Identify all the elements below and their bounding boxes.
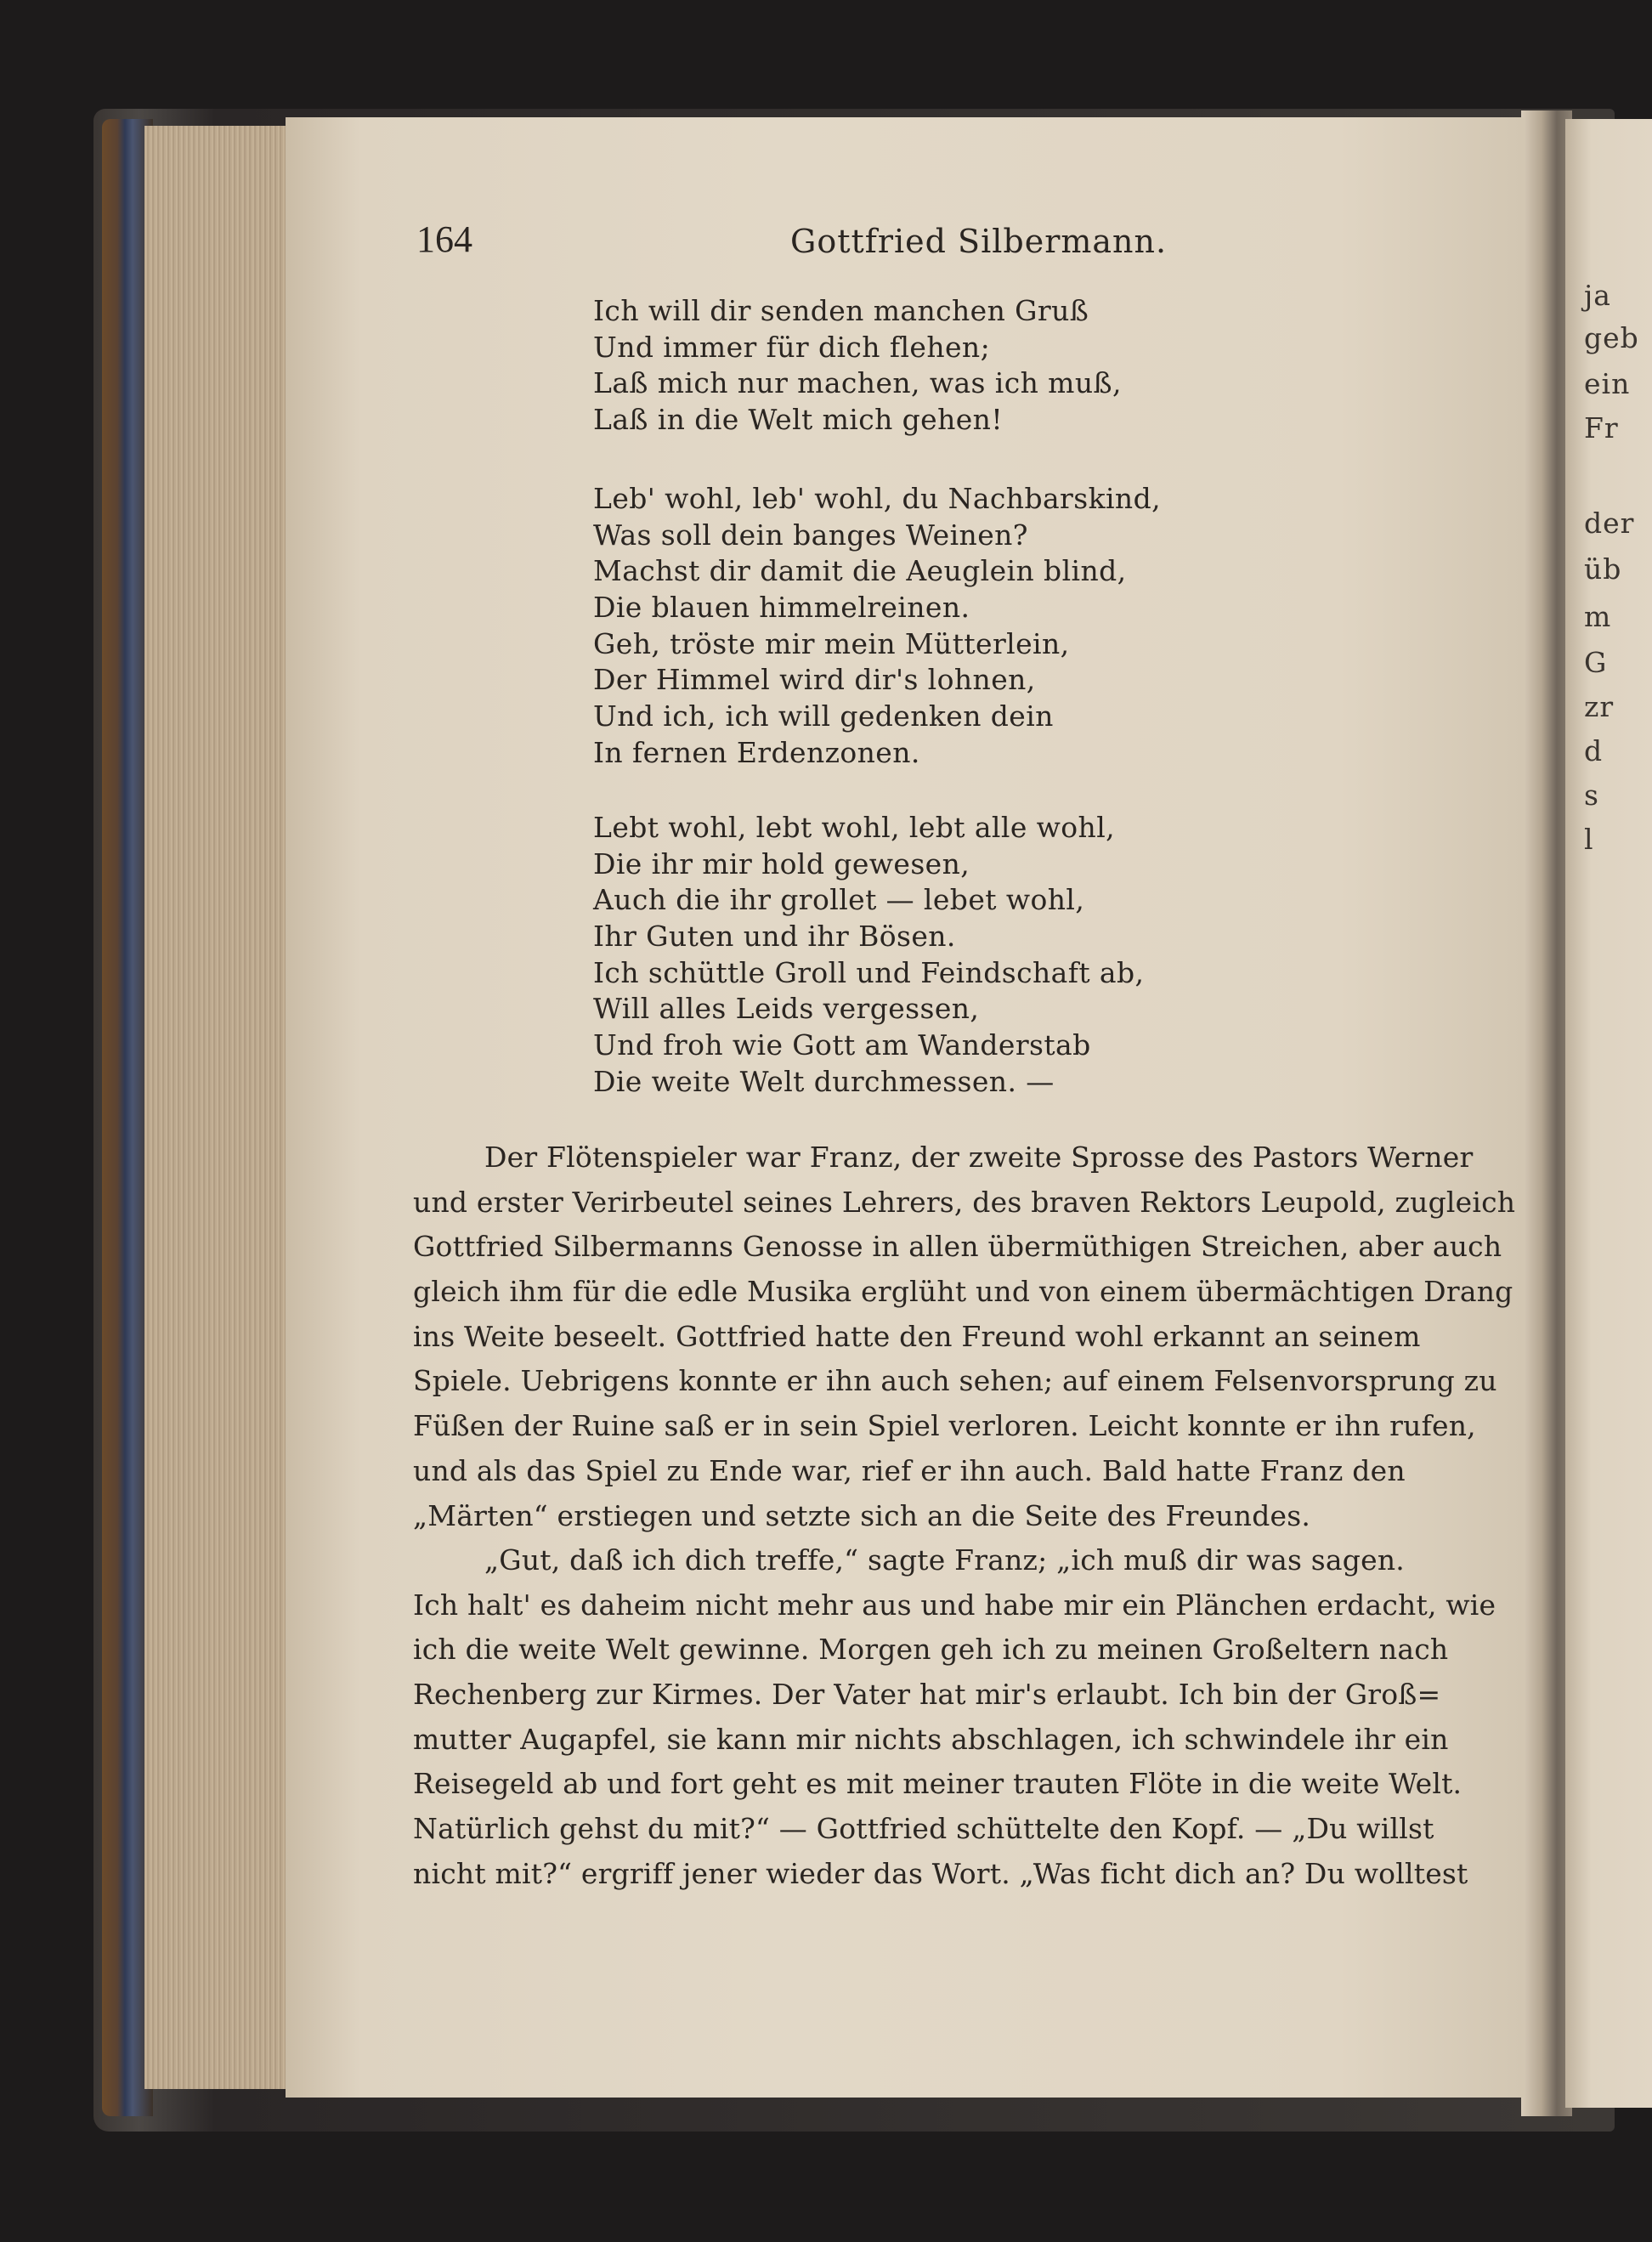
prose-line: Füßen der Ruine saß er in sein Spiel verloren. Leicht konnte er ihn rufen, [413,1409,1476,1443]
poem-line: Ich schüttle Groll und Feindschaft ab, [593,955,1145,989]
page-number: 164 [416,218,472,260]
poem-line: Die weite Welt durchmessen. — [593,1064,1055,1098]
poem-line: Machst dir damit die Aeuglein blind, [593,554,1127,588]
book-gutter [1521,110,1572,2116]
poem-line: Leb' wohl, leb' wohl, du Nachbarskind, [593,482,1161,515]
adjacent-page-fragment: ja [1584,279,1611,312]
prose-line: mutter Augapfel, sie kann mir nichts abschlagen, ich schwindele ihr ein [413,1722,1449,1756]
prose-paragraph-2 [413,1538,1496,1897]
prose-line: „Märten“ erstiegen und setzte sich an die Seite des Freundes. [413,1498,1311,1532]
adjacent-page-fragment: zr [1584,690,1615,723]
prose-line: Spiele. Uebrigens konnte er ihn auch sehen; auf einem Felsenvorsprung zu [413,1364,1497,1398]
poem-line: Will alles Leids vergessen, [593,992,980,1026]
adjacent-page-fragment: Fr [1584,411,1619,444]
poem-line: Ich will dir senden manchen Gruß [593,294,1089,327]
poem-line: Die blauen himmelreinen. [593,591,970,625]
poem-line: Was soll dein banges Weinen? [593,518,1028,552]
poem-line: Und froh wie Gott am Wanderstab [593,1028,1091,1062]
adjacent-page-fragment: s [1584,778,1599,812]
adjacent-page-fragment: ein [1584,367,1631,400]
poem-line: Laß in die Welt mich gehen! [593,403,1004,437]
poem-line: Geh, tröste mir mein Mütterlein, [593,626,1070,660]
adjacent-page-fragment: G [1584,646,1608,679]
prose-line: und als das Spiel zu Ende war, rief er ihn auch. Bald hatte Franz den [413,1453,1406,1487]
prose-line: und erster Verirbeutel seines Lehrers, des braven Rektors Leupold, zugleich [413,1185,1516,1219]
running-head: Gottfried Silbermann. [790,223,1168,260]
page-edges [144,126,289,2089]
adjacent-page-fragment: der [1584,507,1635,540]
prose-line: ins Weite beseelt. Gottfried hatte den Freund wohl erkannt an seinem [413,1319,1421,1353]
adjacent-page-fragment: üb [1584,552,1622,586]
adjacent-page-fragment: m [1584,600,1612,633]
prose-line: nicht mit?“ ergriff jener wieder das Wort. „Was ficht dich an? Du wolltest [413,1856,1468,1890]
poem-line: Und ich, ich will gedenken dein [593,699,1054,733]
prose-paragraph-1 [413,1135,1516,1538]
poem-line: Und immer für dich flehen; [593,330,991,364]
prose-line: Ich halt' es daheim nicht mehr aus und habe mir ein Plänchen erdacht, wie [413,1588,1496,1622]
poem-line: Lebt wohl, lebt wohl, lebt alle wohl, [593,811,1116,844]
adjacent-page-fragment: l [1584,823,1594,856]
poem-stanza-2 [593,481,1161,772]
right-page-edge [1565,119,1652,2108]
prose-line: gleich ihm für die edle Musika erglüht und von einem übermächtigen Drang [413,1275,1513,1309]
poem-line: Ihr Guten und ihr Bösen. [593,920,956,954]
prose-line: Reisegeld ab und fort geht es mit meiner trauten Flöte in die weite Welt. [413,1767,1462,1801]
poem-line: In fernen Erdenzonen. [593,735,920,769]
poem-stanza-1 [593,293,1122,439]
prose-line: Der Flötenspieler war Franz, der zweite Sprosse des Pastors Werner [484,1141,1474,1174]
prose-line: Rechenberg zur Kirmes. Der Vater hat mir's erlaubt. Ich bin der Groß= [413,1678,1441,1712]
prose-line: Natürlich gehst du mit?“ — Gottfried schüttelte den Kopf. — „Du willst [413,1812,1434,1846]
poem-line: Laß mich nur machen, was ich muß, [593,366,1122,400]
prose-line: „Gut, daß ich dich treffe,“ sagte Franz; „ich muß dir was sagen. [484,1543,1405,1577]
poem-line: Der Himmel wird dir's lohnen, [593,663,1036,697]
adjacent-page-fragment: geb [1584,321,1639,354]
poem-line: Die ihr mir hold gewesen, [593,846,970,880]
poem-line: Auch die ihr grollet — lebet wohl, [593,883,1085,917]
adjacent-page-fragment: d [1584,734,1604,767]
prose-line: ich die weite Welt gewinne. Morgen geh ich zu meinen Großeltern nach [413,1633,1449,1667]
poem-stanza-3 [593,810,1144,1101]
prose-line: Gottfried Silbermanns Genosse in allen übermüthigen Streichen, aber auch [413,1230,1502,1264]
